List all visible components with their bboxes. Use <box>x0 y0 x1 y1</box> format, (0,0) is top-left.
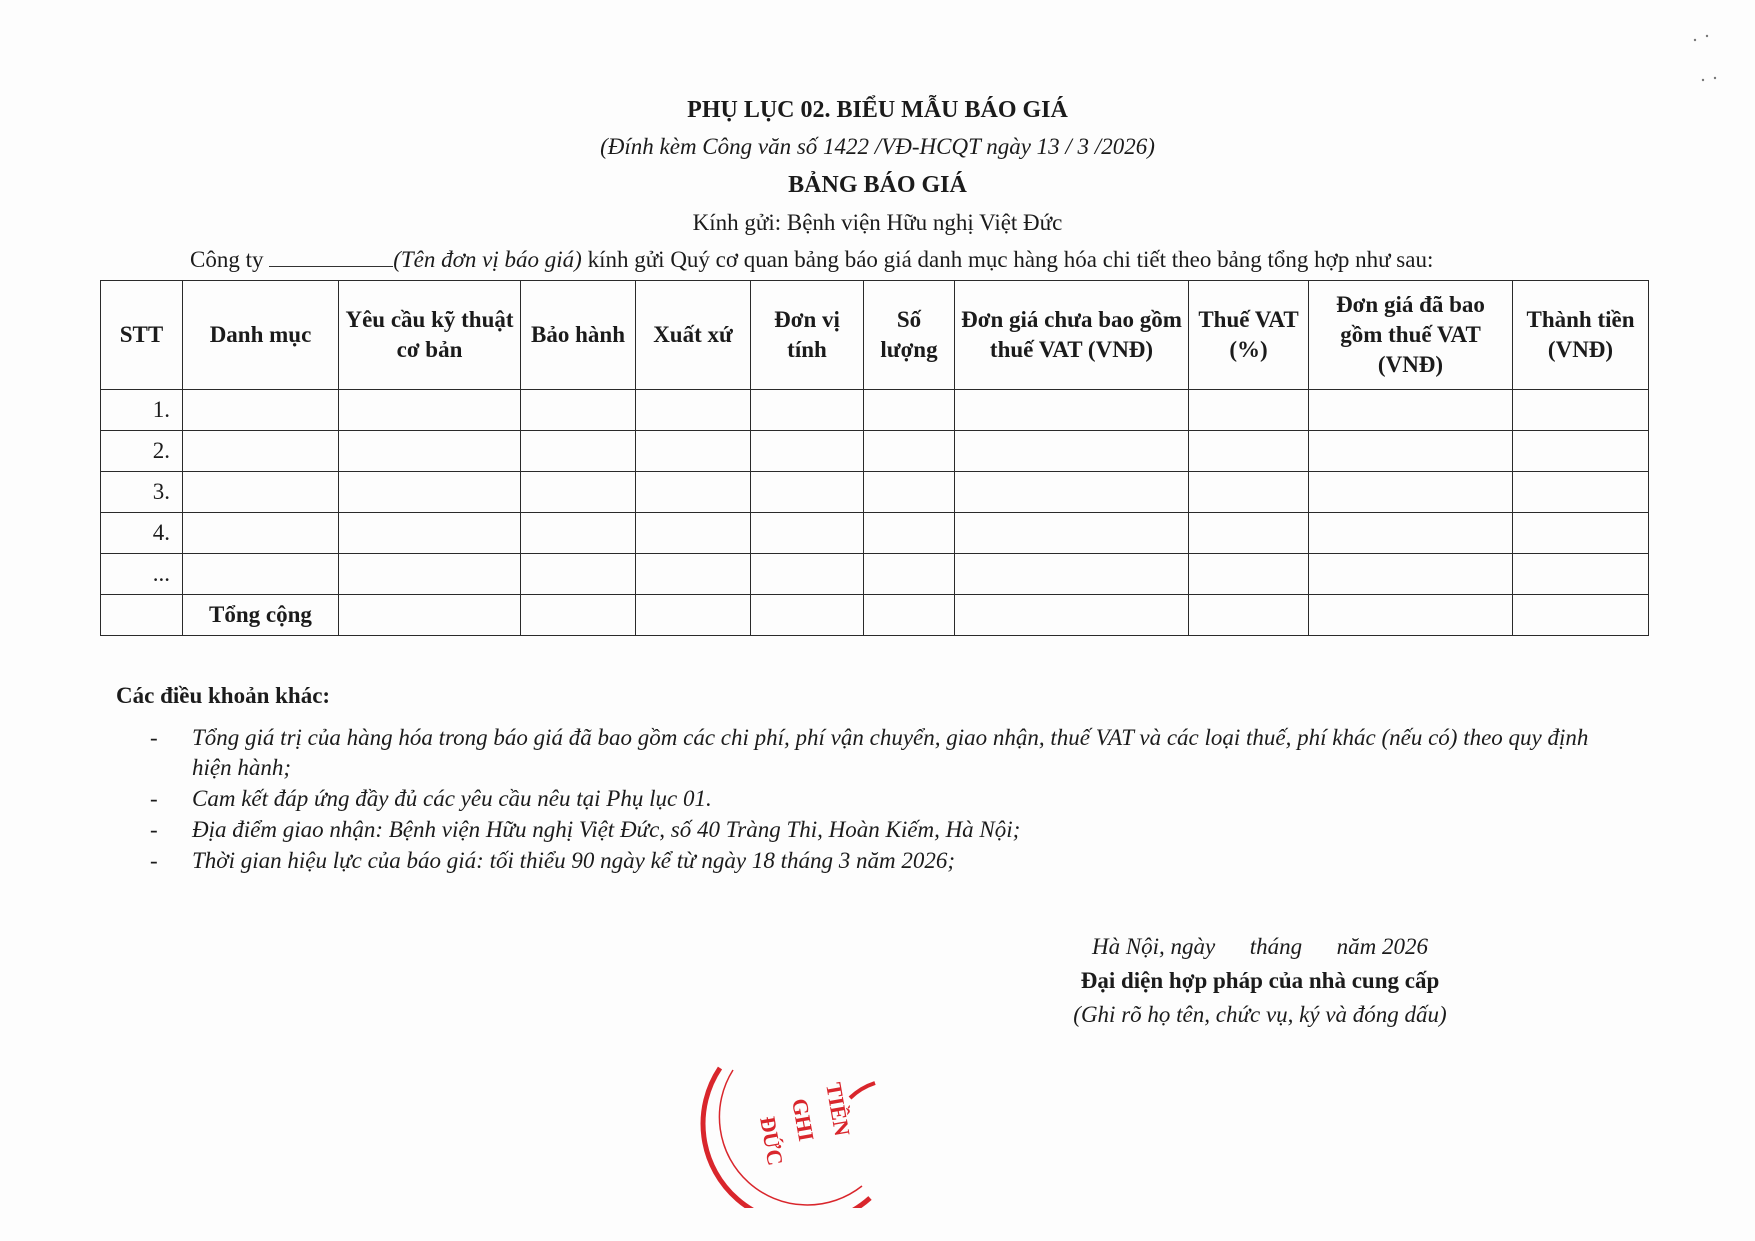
col-header-vat-rate: Thuế VAT (%) <box>1189 281 1309 390</box>
signature-role: Đại diện hợp pháp của nhà cung cấp <box>1080 968 1440 993</box>
row-number: 2. <box>101 431 183 472</box>
table-total-row <box>101 595 1649 636</box>
signature-date-line: Hà Nội, ngày tháng năm 2026 <box>1091 934 1429 959</box>
table-row <box>101 390 1649 431</box>
table-row <box>101 513 1649 554</box>
table-header-row <box>101 281 1649 390</box>
col-header-technical-requirements: Yêu cầu kỹ thuật cơ bản <box>339 281 521 390</box>
appendix-title: PHỤ LỤC 02. BIỂU MẪU BÁO GIÁ <box>687 97 1068 123</box>
intro-prefix: Công ty <box>190 247 264 272</box>
row-number: 3. <box>101 472 183 513</box>
table-row <box>101 431 1649 472</box>
svg-text:ĐỨC: ĐỨC <box>755 1114 789 1168</box>
svg-text:GHI: GHI <box>787 1096 820 1144</box>
attachment-note: (Đính kèm Công văn số 1422 /VĐ-HCQT ngày 13 / 3 /2026) <box>600 134 1155 159</box>
intro-placeholder: (Tên đơn vị báo giá) <box>393 247 582 272</box>
col-header-stt: STT <box>101 281 183 390</box>
col-header-origin: Xuất xứ <box>636 281 751 390</box>
row-number: 1. <box>101 390 183 431</box>
terms-list <box>150 723 1610 877</box>
svg-text:TIỀN: TIỀN <box>821 1080 856 1138</box>
col-header-total-amount: Thành tiền (VNĐ) <box>1513 281 1649 390</box>
list-item: - Tổng giá trị của hàng hóa trong báo giá đã bao gồm các chi phí, phí vận chuyển, giao nhận, thuế VAT và các loại thuế, phí khác (nếu có) theo quy định hiện hành; <box>150 725 1589 780</box>
row-number: ... <box>101 554 183 595</box>
col-header-price-excl-vat: Đơn giá chưa bao gồm thuế VAT (VNĐ) <box>955 281 1189 390</box>
row-number: 4. <box>101 513 183 554</box>
intro-paragraph <box>190 246 1433 273</box>
company-name-blank <box>269 246 393 267</box>
terms-title: Các điều khoản khác: <box>116 683 331 708</box>
col-header-category: Danh mục <box>183 281 339 390</box>
list-item: - Thời gian hiệu lực của báo giá: tối thiểu 90 ngày kể từ ngày 18 tháng 3 năm 2026; <box>150 848 956 873</box>
quote-table <box>100 280 1649 636</box>
recipient-line: Kính gửi: Bệnh viện Hữu nghị Việt Đức <box>692 210 1063 235</box>
col-header-warranty: Bảo hành <box>521 281 636 390</box>
col-header-unit: Đơn vị tính <box>751 281 864 390</box>
list-item: - Cam kết đáp ứng đầy đủ các yêu cầu nêu tại Phụ lục 01. <box>150 786 712 811</box>
intro-suffix: kính gửi Quý cơ quan bảng báo giá danh mục hàng hóa chi tiết theo bảng tổng hợp như sau: <box>581 247 1434 272</box>
col-header-quantity: Số lượng <box>864 281 955 390</box>
partial-stamp <box>700 1058 940 1208</box>
signature-note: (Ghi rõ họ tên, chức vụ, ký và đóng dấu) <box>1073 1002 1447 1027</box>
scan-mark <box>1685 28 1725 98</box>
signature-block <box>1030 930 1490 1032</box>
total-label: Tổng cộng <box>183 595 339 636</box>
table-title: BẢNG BÁO GIÁ <box>788 172 967 198</box>
list-item: - Địa điểm giao nhận: Bệnh viện Hữu nghị Việt Đức, số 40 Tràng Thi, Hoàn Kiếm, Hà Nội; <box>150 817 1021 842</box>
col-header-price-incl-vat: Đơn giá đã bao gồm thuế VAT (VNĐ) <box>1309 281 1513 390</box>
table-row <box>101 472 1649 513</box>
table-row <box>101 554 1649 595</box>
